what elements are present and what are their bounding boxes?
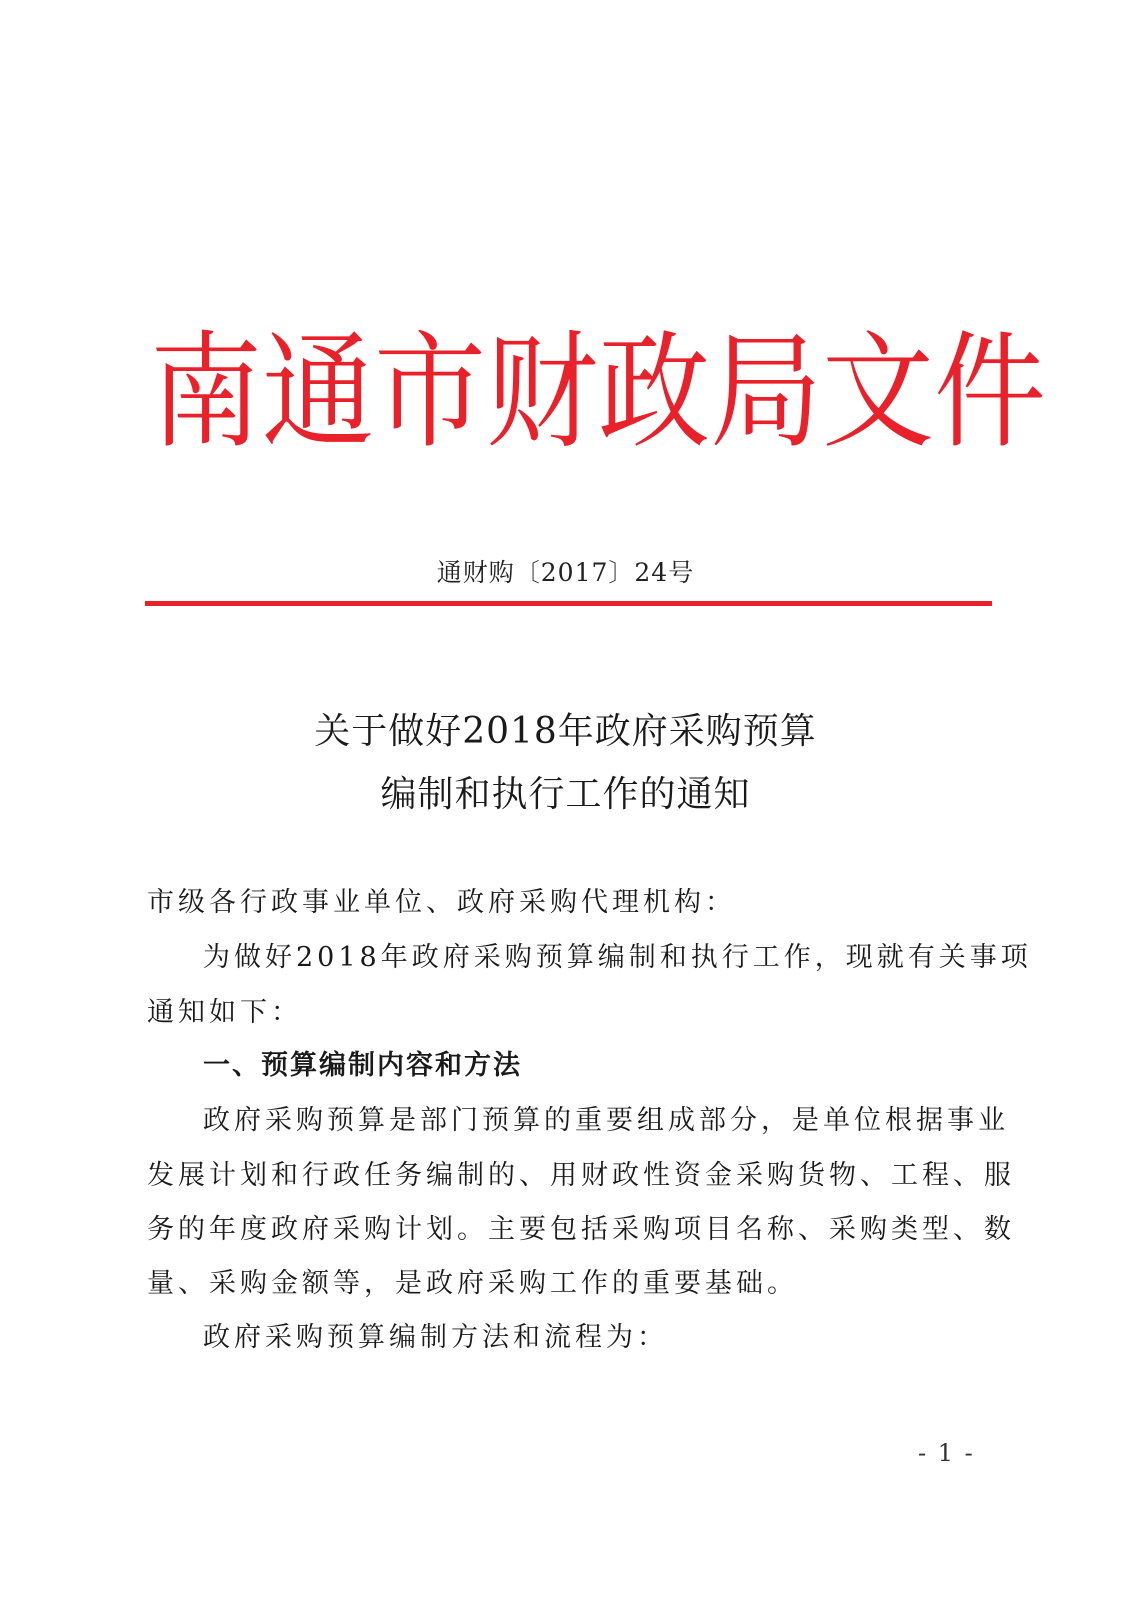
masthead-char: 市 [374,320,486,466]
masthead-char: 文 [822,320,934,466]
document-masthead [150,318,1046,468]
body-paragraph-line: 量、采购金额等，是政府采购工作的重要基础。 [147,1268,798,1299]
document-title-line-1: 关于做好2018年政府采购预算 [314,711,817,752]
masthead-char: 局 [710,320,822,466]
section-heading: 一、预算编制内容和方法 [203,1050,522,1081]
masthead-char: 南 [150,320,262,466]
page-number: - 1 - [918,1439,975,1467]
masthead-char: 财 [486,320,598,466]
document-number: 通财购〔2017〕24号 [436,558,695,587]
red-divider-line [145,601,992,606]
body-paragraph-line: 政府采购预算编制方法和流程为： [203,1322,668,1353]
masthead-char: 政 [598,320,710,466]
body-paragraph-line: 务的年度政府采购计划。主要包括采购项目名称、采购类型、数 [147,1214,1015,1245]
masthead-char: 通 [262,320,374,466]
intro-paragraph-line-1: 为做好2018年政府采购预算编制和执行工作，现就有关事项 [203,942,1032,973]
body-paragraph-line: 发展计划和行政任务编制的、用财政性资金采购货物、工程、服 [147,1160,1015,1191]
document-title-line-2: 编制和执行工作的通知 [380,774,751,815]
masthead-char: 件 [934,320,1046,466]
addressee: 市级各行政事业单位、政府采购代理机构： [147,887,736,918]
body-paragraph-line: 政府采购预算是部门预算的重要组成部分，是单位根据事业 [203,1105,1009,1136]
intro-paragraph-line-2: 通知如下： [147,997,302,1028]
